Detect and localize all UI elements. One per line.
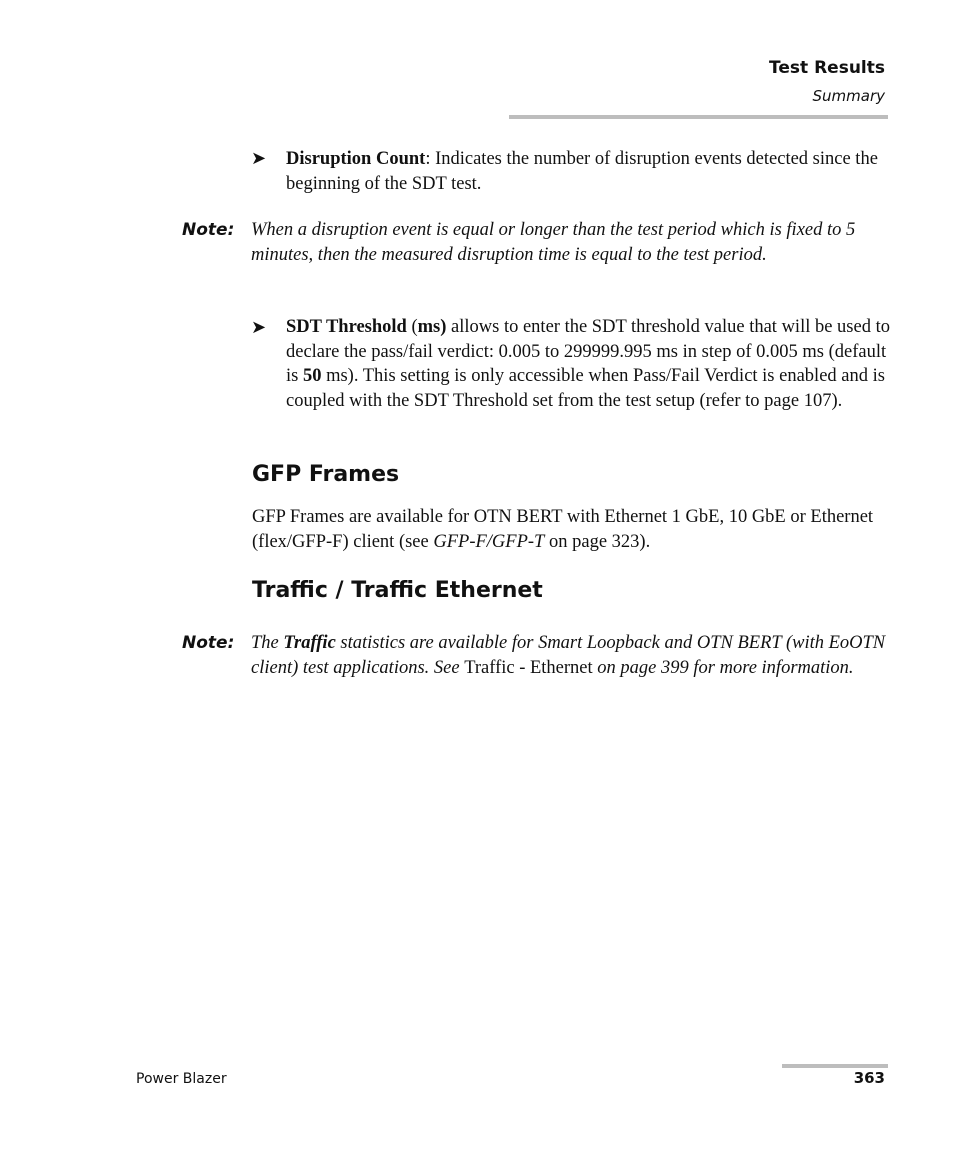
bullet-unit: ms) <box>417 317 447 337</box>
default-value: 50 <box>302 366 322 386</box>
bullet-arrow-icon: ➤ <box>251 148 267 168</box>
bullet-term: Disruption Count <box>286 149 426 169</box>
bullet-arrow-icon: ➤ <box>251 317 267 337</box>
section-heading-gfp-frames: GFP Frames <box>252 462 400 487</box>
note-text-part: The <box>251 633 284 653</box>
note-text-part: statistics are available for Smart Loopback and OTN BERT (with EoOTN client) test applications. See <box>251 633 886 678</box>
running-header-title: Test Results <box>769 58 885 78</box>
cross-reference: GFP-F/GFP-T <box>433 531 545 552</box>
note-text-part: on page 399 for more information. <box>592 657 854 678</box>
bullet-sdt-threshold <box>286 315 896 413</box>
note-bold-term: Traffic <box>283 633 336 653</box>
section-heading-traffic: Traffic / Traffic Ethernet <box>252 578 543 603</box>
cross-reference: Traffic - Ethernet <box>464 657 593 678</box>
footer-product-name: Power Blazer <box>136 1071 227 1087</box>
header-rule <box>509 115 888 119</box>
bullet-text: ms). This setting is only accessible when Pass/Fail Verdict is enabled and is coupled with the SDT Threshold set from the test setup (refer to page 107). <box>286 366 885 411</box>
page-number: 363 <box>853 1069 885 1087</box>
note-label: Note: <box>182 220 235 240</box>
note-text <box>251 631 891 680</box>
bullet-text: allows to enter the SDT threshold value that will be used to declare the pass/fail verdict: 0.005 to 299999.995 ms in step of 0.005 ms (default is <box>286 317 890 386</box>
bullet-term: SDT Threshold <box>286 317 407 337</box>
paragraph-text: on page 323). <box>544 531 651 552</box>
note-text: When a disruption event is equal or longer than the test period which is fixed to 5 minutes, then the measured disruption time is equal to the test period. <box>251 220 856 265</box>
note-label: Note: <box>182 633 235 653</box>
bullet-text: : Indicates the number of disruption events detected since the beginning of the SDT test. <box>286 149 878 194</box>
bullet-disruption-count <box>286 147 896 196</box>
gfp-frames-paragraph <box>252 505 892 554</box>
paragraph-text: GFP Frames are available for OTN BERT with Ethernet 1 GbE, 10 GbE or Ethernet (flex/GFP-F) client (see <box>252 507 874 552</box>
footer-rule <box>782 1064 888 1068</box>
running-header-subtitle: Summary <box>812 87 885 105</box>
bullet-paren: ( <box>406 317 418 337</box>
